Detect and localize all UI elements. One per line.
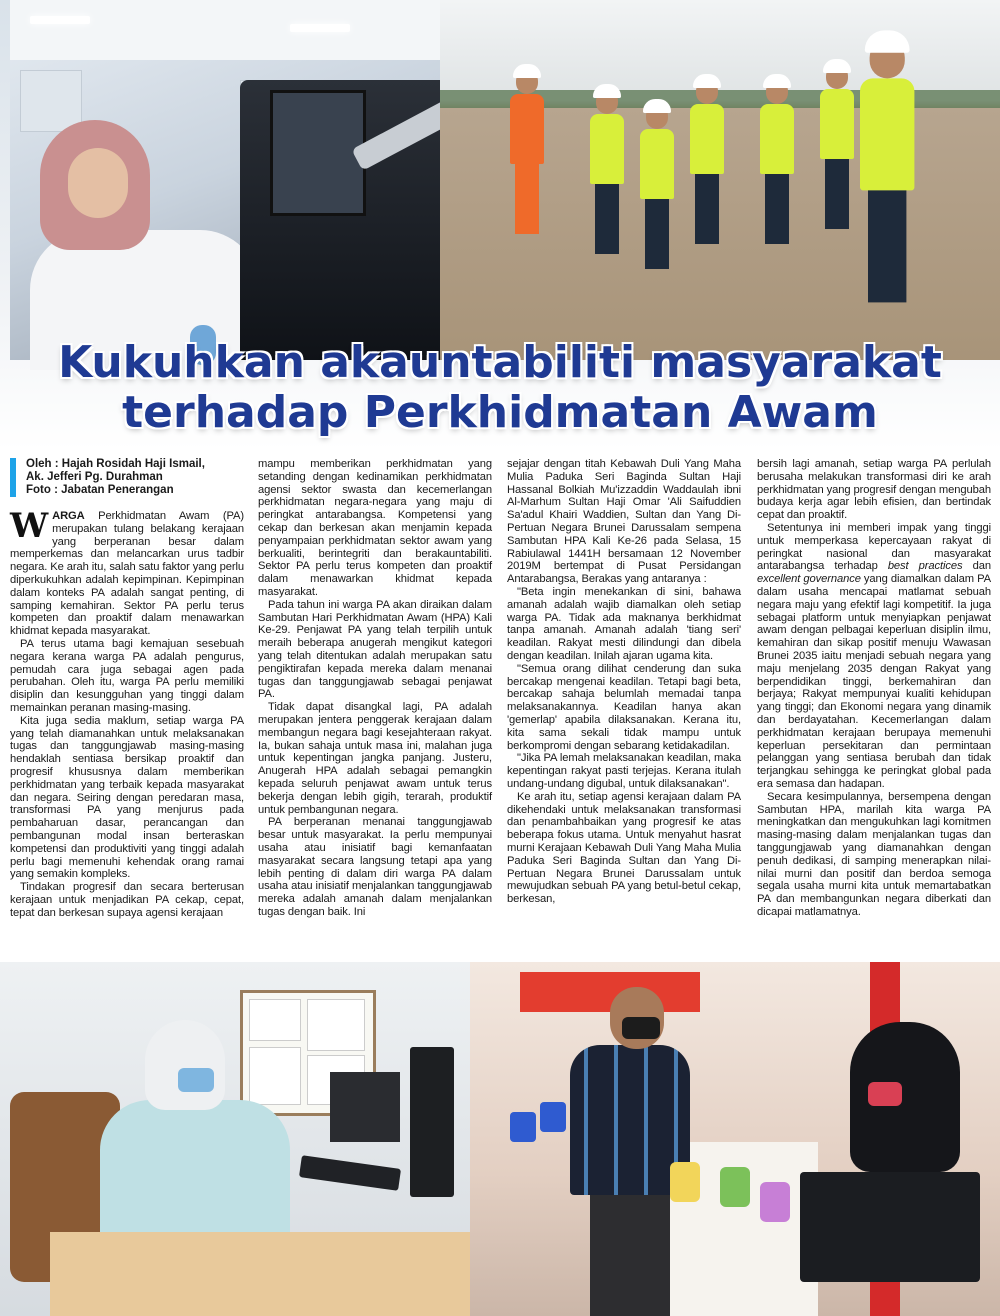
face-mask xyxy=(622,1017,660,1039)
office-photo xyxy=(0,962,480,1316)
customer-figure xyxy=(570,987,690,1316)
quote-paragraph: "Beta ingin menekankan di sini, bahawa amanah adalah wajib diamalkan oleh setiap warga PA. Tidak ada maknanya berkhidmat tanpa amanah. Amanah adalah 'tiang seri' keadilan. Rakyat mesti dilindungi dan dibela dengan keadilan. Inilah ajaran ugama kita. xyxy=(507,585,741,662)
article-column-3 xyxy=(507,458,741,906)
waiting-chair xyxy=(540,1102,566,1132)
worker-body xyxy=(590,114,624,184)
face-mask xyxy=(868,1082,902,1106)
hard-hat-icon xyxy=(593,84,621,98)
emphasis-text: best practices xyxy=(887,560,963,573)
flower-decoration xyxy=(760,1182,790,1222)
service-counter-photo xyxy=(470,962,1000,1316)
flower-decoration xyxy=(670,1162,700,1202)
ceiling-light xyxy=(30,16,90,24)
hijab xyxy=(850,1022,960,1172)
worker-body xyxy=(860,78,914,190)
paragraph-text: yang diamalkan dalam PA dalam usaha mencapai matlamat sebuah negara maju yang efektif lagi kompetitif. Ia juga sebagai platform untuk menyiapkan penjawat awam dengan pelbagai keperluan disiplin ilmu, kemahiran dan sikap positif menuju Wawasan Brunei 2035 iaitu menjadi sebuah negara yang maju menjelang 2035 dengan Rakyat yang berpendidikan tinggi, berkemahiran dan berjaya; Rakyat mempunyai kualiti kehidupan yang tinggi; dan Ekonomi negara yang dinamik dan berdayatahan. Kecemerlangan dalam perkhidmatan kerajaan berupaya memenuhi keperluan persekitaran dan permintaan pelanggan yang sentiasa berubah dan tidak terjangkau sehingga ke peringkat global pada era semasa dan hadapan. xyxy=(757,573,991,790)
byline-author-2: Ak. Jefferi Pg. Durahman xyxy=(26,471,163,483)
hard-hat-icon xyxy=(693,74,721,88)
hard-hat-icon xyxy=(643,99,671,113)
hard-hat-icon xyxy=(513,64,541,78)
ceiling-light xyxy=(290,24,350,32)
article-column-1 xyxy=(10,506,244,920)
article-column-2 xyxy=(258,458,492,919)
worker-legs xyxy=(515,164,539,234)
scientist-figure xyxy=(30,120,260,360)
emphasis-text: excellent governance xyxy=(757,573,861,586)
worker-body xyxy=(760,104,794,174)
face-mask xyxy=(178,1068,214,1092)
bottom-photo-collage xyxy=(0,962,1000,1316)
waiting-chair xyxy=(510,1112,536,1142)
article-paragraph: Pada tahun ini warga PA akan diraikan dalam Sambutan Hari Perkhidmatan Awam (HPA) Kali Ke-29. Penjawat PA yang telah terpilih untuk meraih beberapa anugerah mengikut kategori yang telah ditentukan adalah merupakan satu pengiktirafan kepada mereka dalam menanai tugas dan tanggungjawab sebagai penjawat PA. xyxy=(258,598,492,701)
keyboard xyxy=(299,1155,401,1191)
notice-sheet xyxy=(307,999,365,1051)
hard-hat-icon xyxy=(763,74,791,88)
drop-cap: W xyxy=(10,506,49,546)
computer-tower xyxy=(330,1072,400,1142)
hijab xyxy=(145,1020,225,1110)
article-paragraph: bersih lagi amanah, setiap warga PA perlulah berusaha melakukan transformasi diri ke arah perkhidmatan yang progresif dengan mengubah budaya kerja agar lebih efisien, dan bertindak cepat dan proaktif. xyxy=(757,458,991,522)
headline-line-1: Kukuhkan akauntabiliti masyarakat xyxy=(58,337,942,388)
hard-hat-icon xyxy=(865,30,910,52)
worker-figure xyxy=(690,80,730,250)
article-paragraph: mampu memberikan perkhidmatan yang setanding dengan kedinamikan perkhidmatan agensi sektor swasta dan kecemerlangan perkhidmatan negara-negara yang maju di peringkat antarabangsa. Kompetensi yang cekap dan berkesan akan menjamin kepada penyampaian perkhidmatan sektor awam yang berkualiti, berintegriti dan berakauntabiliti. Sektor PA perlu terus kompeten dan proaktif dalam menawarkan khidmat kepada masyarakat. xyxy=(258,458,492,598)
worker-figure xyxy=(640,105,680,275)
worker-body xyxy=(820,89,854,159)
article-column-4 xyxy=(757,458,991,919)
officer-figure xyxy=(100,1020,300,1250)
trousers xyxy=(590,1192,670,1316)
worker-body xyxy=(640,129,674,199)
worker-legs xyxy=(645,199,669,269)
worker-legs xyxy=(595,184,619,254)
quote-paragraph: "Semua orang dilihat cenderung dan suka bercakap mengenai keadilan. Tetapi bagi beta, bercakap sahaja belumlah memadai tanpa melaksanakannya. Keadilan hanya akan 'gemerlap' apabila dilaksanakan. Kerana itu, kita sama sekali tidak mampu untuk berkompromi dengan sebarang ketidakadilan. xyxy=(507,662,741,752)
flower-decoration xyxy=(720,1167,750,1207)
desk xyxy=(50,1232,480,1316)
worker-figure xyxy=(510,70,550,240)
byline xyxy=(10,458,248,497)
byline-author: Oleh : Hajah Rosidah Haji Ismail, xyxy=(26,458,205,470)
article-paragraph: sejajar dengan titah Kebawah Duli Yang Maha Mulia Paduka Seri Baginda Sultan Haji Hassanal Bolkiah Mu'izzaddin Waddaulah ibni Al-Marhum Sultan Haji Omar 'Ali Saifuddien Sa'adul Khairi Waddien, Sultan dan Yang Di-Pertuan Negara Brunei Darussalam sempena Sambutan HPA Kali Ke-26 pada Selasa, 15 Rabiulawal 1441H bersamaan 12 November 2019M bertempat di Pusat Persidangan Antarabangsa, Berakas yang antaranya : xyxy=(507,458,741,586)
hard-hat-icon xyxy=(823,59,851,73)
machine-screen xyxy=(270,90,366,216)
monitor xyxy=(800,1172,980,1282)
article-paragraph: Ke arah itu, setiap agensi kerajaan dalam PA dikehendaki untuk melaksanakan transformasi dan penambahbaikan yang progresif ke atas beberapa fokus utama. Untuk menyahut hasrat murni Kerajaan Kebawah Duli Yang Maha Mulia Paduka Seri Baginda Sultan dan Yang Di-Pertuan Negara Brunei Darussalam untuk mewujudkan sebuah PA yang betul-betul cekap, berkesan, xyxy=(507,790,741,906)
quote-paragraph: "Jika PA lemah melaksanakan keadilan, maka kepentingan rakyat pasti terjejas. Kerana itulah undang-undang digubal, untuk dilaksanakan". xyxy=(507,752,741,790)
monitor xyxy=(410,1047,454,1197)
article-paragraph xyxy=(757,522,991,791)
worker-figure xyxy=(820,65,860,235)
worker-body xyxy=(690,104,724,174)
face xyxy=(68,148,128,218)
worker-figure xyxy=(590,90,630,260)
worker-legs xyxy=(868,190,906,302)
article-paragraph: PA berperanan menanai tanggungjawab besar untuk masyarakat. Ia perlu mempunyai usaha atau inisiatif bagi kemanfaatan masyarakat secara langsung tetapi apa yang lebih penting di dalam diri warga PA dalam usaha atau inisiatif menjalankan tanggungjawab mereka adalah amanah dalam menjalankan tugas dengan baik. Ini xyxy=(258,816,492,918)
paragraph-text: dan xyxy=(962,560,992,573)
byline-photo-credit: Foto : Jabatan Penerangan xyxy=(26,484,174,496)
worker-figure xyxy=(760,80,800,250)
headline xyxy=(0,338,1000,438)
article-paragraph: Tindakan progresif dan secara berterusan kerajaan untuk menjadikan PA cekap, cepat, tepat dan berkesan supaya agensi kerajaan xyxy=(10,881,244,919)
article-paragraph: Kita juga sedia maklum, setiap warga PA yang telah diamanahkan untuk melaksanakan tugas dan tanggungjawab masing-masing hendaklah sentiasa bersikap proaktif dan progresif khususnya dalam memberikan perkhidmatan yang terbaik kepada masyarakat dan negara. Seiring dengan peredaran masa, transformasi PA yang menjurus pada pembaharuan dasar, perancangan dan pembangunan modal insan berteraskan kompetensi dan produktiviti yang tinggi adalah perlu bagi memenuhi kehendak orang ramai yang semakin kompleks. xyxy=(10,714,244,881)
headline-line-2: terhadap Perkhidmatan Awam xyxy=(122,387,878,438)
worker-legs xyxy=(695,174,719,244)
worker-legs xyxy=(825,159,849,229)
article-paragraph: Secara kesimpulannya, bersempena dengan Sambutan HPA, marilah kita warga PA meningkatkan dan mengukuhkan lagi komitmen masing-masing dalam menjalankan tugas dan tanggungjawab yang diamanahkan dengan penuh dedikasi, di samping menerapkan nilai-nilai murni dan positif dan berdoa semoga segala usaha murni kita untuk memartabatkan PA dan membangunkan negara diberkati dan dicapai matlamatnya. xyxy=(757,790,991,918)
paragraph-text: Setentunya ini memberi impak yang tinggi untuk memperkasa kepercayaan rakyat di peringkat nasional dan masyarakat antarabangsa terhadap xyxy=(757,521,991,573)
worker-body xyxy=(510,94,544,164)
worker-legs xyxy=(765,174,789,244)
paragraph-text: Perkhidmatan Awam (PA) merupakan tulang belakang kerajaan yang berperanan besar dalam memperkemas dan melancarkan urus tadbir negara. Ke arah itu, salah satu faktor yang perlu diperkukuhkan adalah kepimpinan. Kepimpinan dalam konteks PA adalah sangat penting, di samping kemahiran. Sektor PA perlu terus kompeten dan proaktif dalam menawarkan khidmat kepada masyarakat. xyxy=(10,510,244,638)
uniform xyxy=(100,1100,290,1250)
article-paragraph: Tidak dapat disangkal lagi, PA adalah merupakan jentera penggerak kerajaan dalam membangun negara bagi kesejahteraan rakyat. Ia, bukan sahaja untuk masa ini, malahan juga untuk kepentingan jangka panjang. Justeru, Anugerah HPA adalah sebagai pemangkin kepada seluruh penjawat awam untuk terus bekerja dengan lebih gigih, terarah, produktif untuk pembangunan negara. xyxy=(258,701,492,816)
construction-site-photo xyxy=(440,0,1000,360)
article-paragraph: PA terus utama bagi kemajuan sesebuah negara kerana warga PA adalah pengurus, pemudah cara juga sebagai agen pada perubahan. Oleh itu, warga PA perlu memiliki disiplin dan kesungguhan yang tinggi dalam memainkan peranan masing-masing. xyxy=(10,637,244,714)
article-paragraph xyxy=(10,506,244,638)
lead-caps: ARGA xyxy=(52,510,85,522)
